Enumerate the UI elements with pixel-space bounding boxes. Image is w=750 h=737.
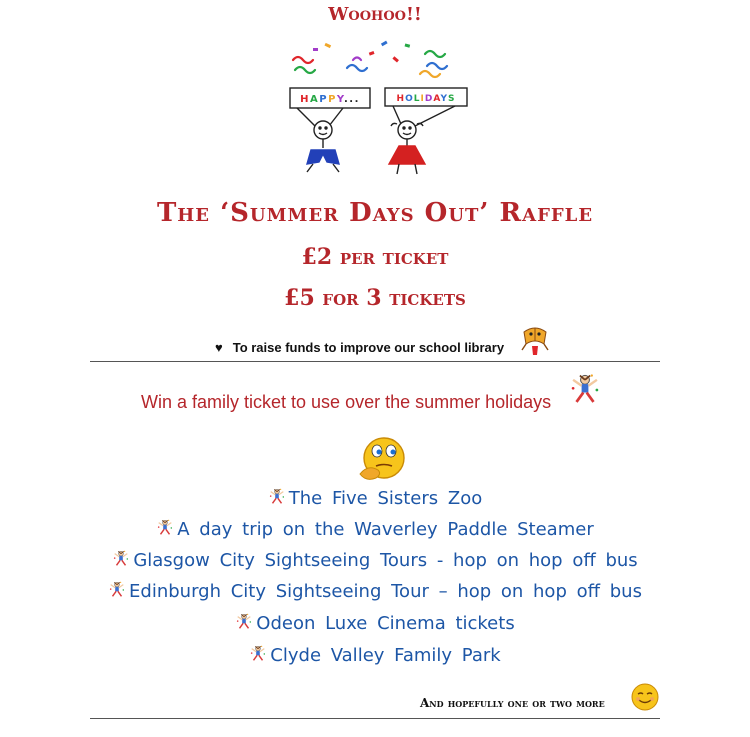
thinking-emoji-icon	[354, 436, 410, 484]
prize-item: A day trip on the Waverley Paddle Steamer	[0, 519, 750, 540]
book-mascot-icon	[520, 322, 550, 358]
headline: Woohoo!!	[328, 4, 422, 25]
more-prizes-text: And hopefully one or two more	[420, 696, 605, 710]
purpose-text: To raise funds to improve our school library	[232, 340, 505, 355]
jumping-kid-icon	[156, 519, 174, 537]
prize-item: Glasgow City Sightseeing Tours - hop on hop off bus	[0, 550, 750, 571]
prize-item: Odeon Luxe Cinema tickets	[0, 613, 750, 634]
jumping-kid-icon	[108, 581, 126, 599]
right-sign-text: HOLIDAYS	[396, 94, 456, 104]
divider-top	[90, 361, 660, 362]
left-sign-text: HAPPY...	[300, 94, 360, 105]
happy-holidays-illustration	[285, 38, 475, 176]
prize-item: The Five Sisters Zoo	[0, 488, 750, 509]
purpose-line	[215, 340, 504, 355]
jumping-kid-icon-large	[568, 372, 602, 408]
confetti	[293, 41, 447, 77]
jumping-kid-icon	[112, 550, 130, 568]
prize-item: Clyde Valley Family Park	[0, 645, 750, 666]
price-single: £2 per ticket	[301, 244, 449, 270]
heart-bullet: ♥	[215, 340, 223, 355]
smiling-emoji-icon	[630, 682, 660, 712]
win-text: Win a family ticket to use over the summer holidays	[141, 392, 552, 412]
jumping-kid-icon	[249, 645, 267, 663]
divider-bottom	[90, 718, 660, 719]
price-bundle: £5 for 3 tickets	[284, 285, 466, 311]
prize-item: Edinburgh City Sightseeing Tour – hop on hop off bus	[0, 581, 750, 602]
raffle-title: The ‘Summer Days Out’ Raffle	[156, 198, 594, 228]
jumping-kid-icon	[235, 613, 253, 631]
jumping-kid-icon	[268, 488, 286, 506]
